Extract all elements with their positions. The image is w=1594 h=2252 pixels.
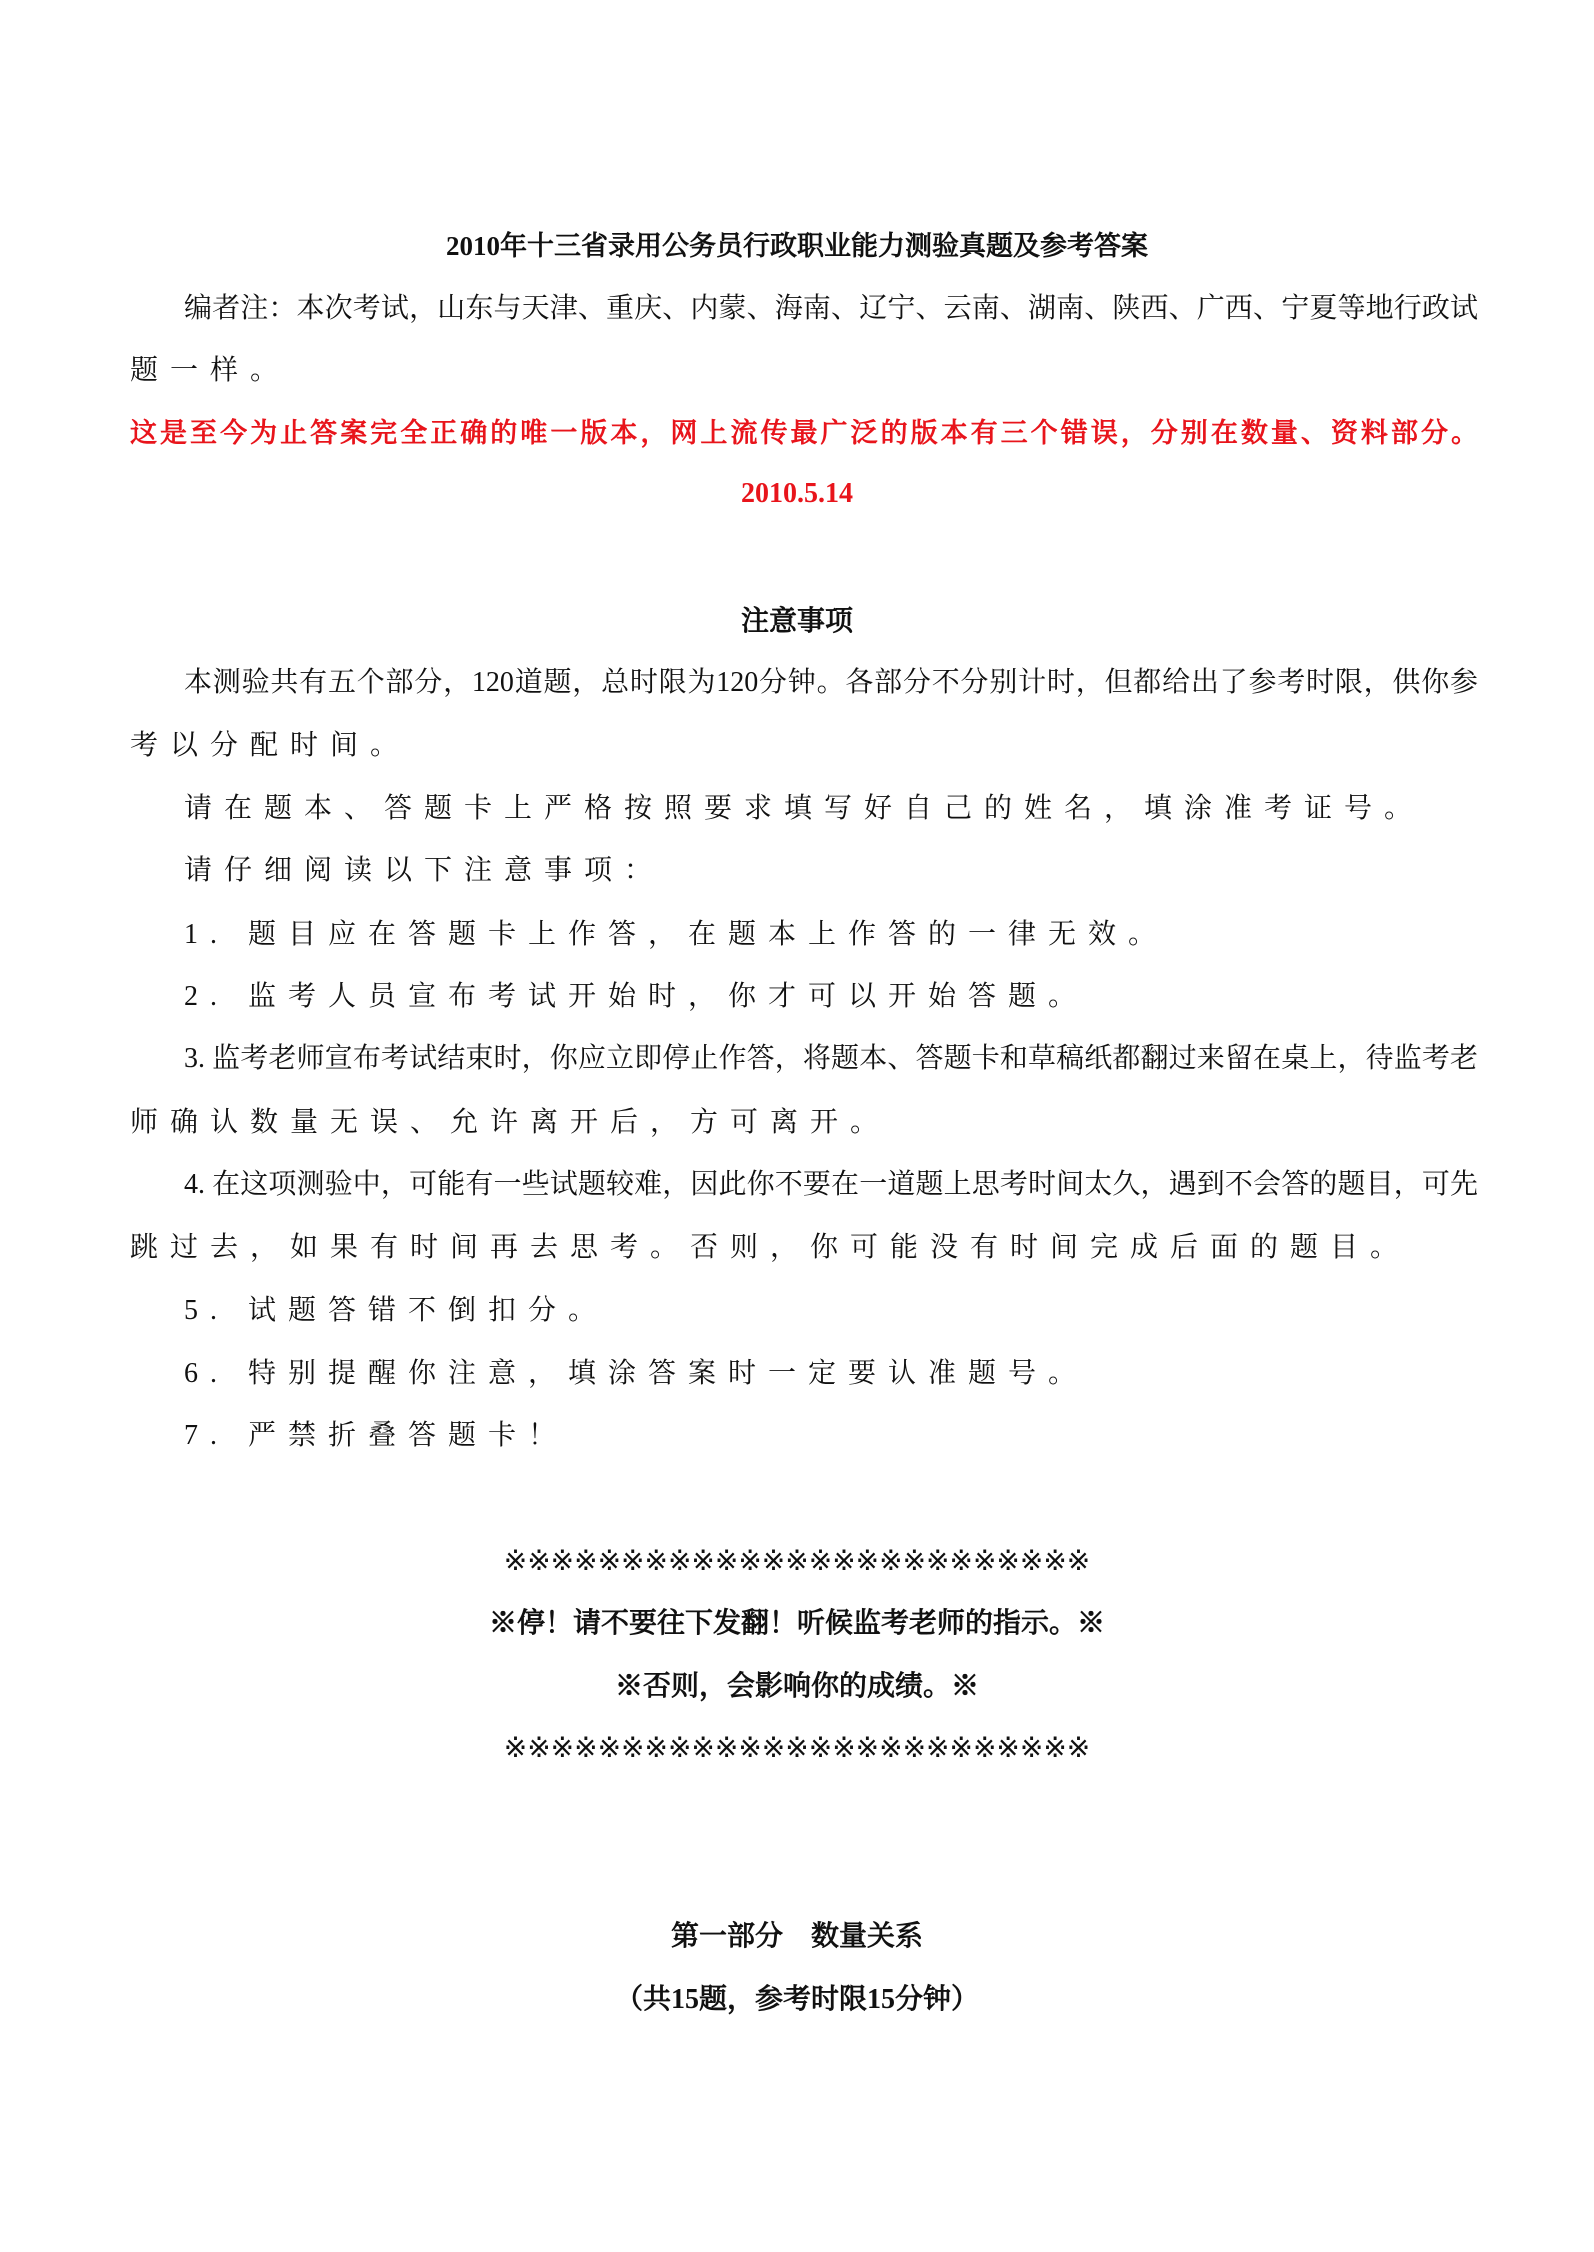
notice-item: 2. 监考人员宣布考试开始时，你才可以开始答题。 (184, 981, 1089, 1012)
editor-note-line: 题一样。 (130, 355, 291, 386)
notice-item: 6. 特别提醒你注意，填涂答案时一定要认准题号。 (184, 1358, 1089, 1389)
stars-divider: ※※※※※※※※※※※※※※※※※※※※※※※※※ (503, 1733, 1091, 1764)
document-date: 2010.5.14 (741, 478, 853, 509)
notice-item: 3. 监考老师宣布考试结束时，你应立即停止作答，将题本、答题卡和草稿纸都翻过来留在桌上，待监考老 (184, 1043, 1478, 1074)
stop-warning: ※停！请不要往下发翻！听候监考老师的指示。※ (488, 1608, 1105, 1639)
notice-item: 跳过去，如果有时间再去思考。否则，你可能没有时间完成后面的题目。 (130, 1232, 1411, 1263)
notice-item: 7. 严禁折叠答题卡！ (184, 1420, 569, 1451)
notice-item: 5. 试题答错不倒扣分。 (184, 1295, 609, 1326)
notice-item: 1. 题目应在答题卡上作答，在题本上作答的一律无效。 (184, 919, 1169, 950)
stars-divider: ※※※※※※※※※※※※※※※※※※※※※※※※※ (503, 1546, 1091, 1577)
notice-fill-in: 请在题本、答题卡上严格按照要求填写好自己的姓名，填涂准考证号。 (184, 793, 1425, 824)
document-title: 2010年十三省录用公务员行政职业能力测验真题及参考答案 (446, 231, 1148, 261)
notice-intro: 考以分配时间。 (130, 730, 411, 761)
section-title: 第一部分 数量关系 (670, 1921, 923, 1952)
editor-note-line: 编者注：本次考试，山东与天津、重庆、内蒙、海南、辽宁、云南、湖南、陕西、广西、宁夏等地行政试 (184, 293, 1478, 324)
notice-item: 师确认数量无误、允许离开后，方可离开。 (130, 1107, 891, 1138)
otherwise-warning: ※否则，会影响你的成绩。※ (614, 1671, 979, 1702)
notice-intro: 本测验共有五个部分，120道题，总时限为120分钟。各部分不分别计时，但都给出了参考时限，供你参 (184, 667, 1478, 698)
red-note: 这是至今为止答案完全正确的唯一版本，网上流传最广泛的版本有三个错误，分别在数量、资料部分。 (130, 418, 1478, 448)
section-subtitle: （共15题，参考时限15分钟） (614, 1984, 979, 2015)
notice-read: 请仔细阅读以下注意事项： (184, 855, 665, 886)
notice-heading: 注意事项 (740, 606, 853, 637)
notice-item: 4. 在这项测验中，可能有一些试题较难，因此你不要在一道题上思考时间太久，遇到不会答的题目，可先 (184, 1169, 1478, 1200)
